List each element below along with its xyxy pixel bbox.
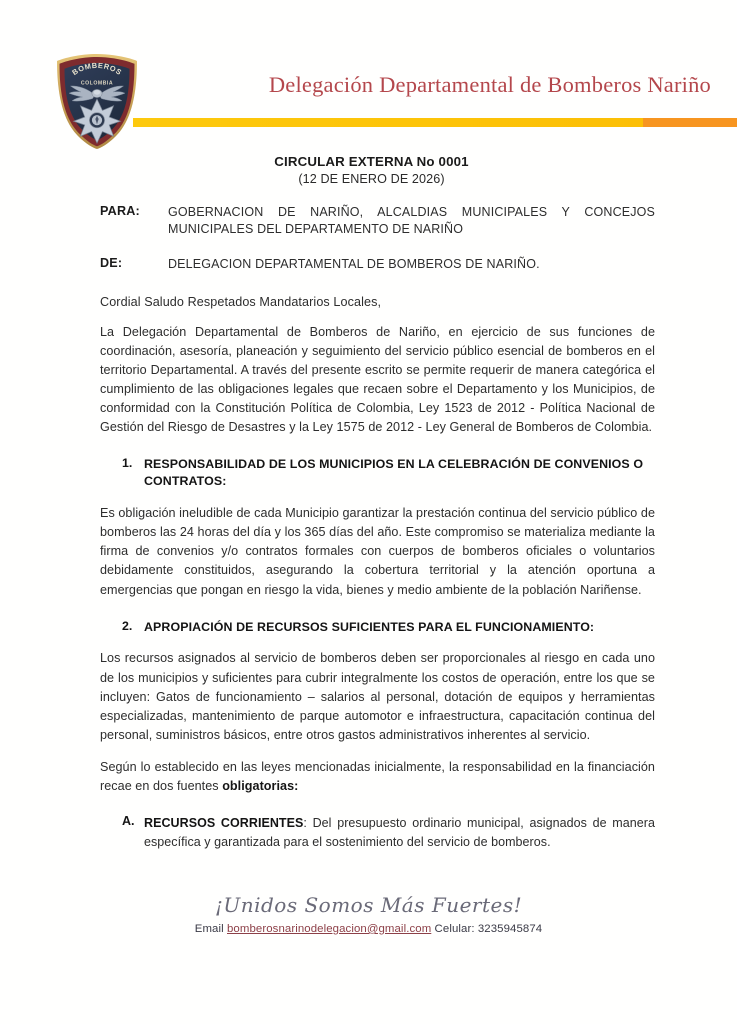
email-link[interactable]: bomberosnarinodelegacion@gmail.com — [227, 923, 432, 935]
section-2 — [100, 619, 655, 636]
section-2-marker: 2. — [122, 618, 133, 633]
letterhead-header — [0, 0, 737, 134]
recipient-value: GOBERNACION DE NARIÑO, ALCALDIAS MUNICIPALES Y CONCEJOS MUNICIPALES DEL DEPARTAMENTO DE NARIÑO — [168, 205, 655, 236]
funding-source-a-text: : Del presupuesto ordinario municipal, asignados de manera específica y garantizada para el sostenimiento del servicio de bomberos. — [144, 816, 655, 850]
sender-row — [100, 256, 655, 273]
divider-segment-orange — [643, 118, 737, 127]
bomberos-colombia-shield-logo — [52, 52, 142, 152]
document-footer — [0, 893, 737, 935]
section-2-heading: APROPIACIÓN DE RECURSOS SUFICIENTES PARA EL FUNCIONAMIENTO: — [144, 619, 595, 634]
section-1-marker: 1. — [122, 456, 133, 471]
document-body — [0, 154, 737, 852]
sender-label: DE: — [100, 255, 123, 270]
section-1-heading: RESPONSABILIDAD DE LOS MUNICIPIOS EN LA CELEBRACIÓN DE CONVENIOS O CONTRATOS: — [144, 457, 644, 489]
email-label: Email — [194, 923, 227, 935]
recipient-label: PARA: — [100, 204, 140, 218]
circular-date: (12 DE ENERO DE 2026) — [298, 172, 445, 186]
intro-paragraph: La Delegación Departamental de Bomberos de Nariño, en ejercicio de sus funciones de coordinación, asesoría, planeación y seguimiento del servicio público esencial de bomberos en el territorio Departamental. A través del presente escrito se permite requerir de manera categórica el cumplimiento de las obligaciones legales que recaen sobre el Departamento y los Municipios, de conformidad con la Constitución Política de Colombia, Ley 1523 de 2012 - Política Nacional de Gestión del Riesgo de Desastres y la Ley 1575 de 2012 - Ley General de Bomberos de Colombia. — [100, 324, 655, 435]
letterhead-title: Delegación Departamental de Bomberos Nariño — [268, 72, 711, 97]
footer-slogan: ¡Unidos Somos Más Fuertes! — [214, 893, 523, 917]
funding-intro-paragraph — [100, 758, 655, 796]
footer-contact-line — [0, 923, 737, 935]
funding-source-a-marker: A. — [122, 814, 135, 829]
circular-title: CIRCULAR EXTERNA No 0001 — [274, 154, 469, 169]
funding-intro-strong: obligatorias: — [222, 779, 299, 794]
funding-intro-text: Según lo establecido en las leyes mencionadas inicialmente, la responsabilidad en la financiación recae en dos fuentes — [100, 760, 655, 794]
section-1 — [100, 456, 655, 489]
funding-source-a-title: RECURSOS CORRIENTES — [144, 816, 304, 831]
svg-text:COLOMBIA: COLOMBIA — [80, 80, 114, 87]
section-2-body: Los recursos asignados al servicio de bomberos deben ser proporcionales al riesgo en cada uno de los municipios y suficientes para cubrir integralmente los costos de operación, entre los que se incluyen: Gatos de funcionamiento – salarios al personal, dotación de equipos y herramientas especializadas, mantenimiento de parque automotor e infraestructura, capacitación continua del personal, suministros básicos, entre otros gastos administrativos inherentes al servicio. — [100, 651, 655, 742]
divider-segment-gold — [133, 118, 643, 127]
salutation: Cordial Saludo Respetados Mandatarios Locales, — [100, 294, 382, 309]
funding-source-a-content — [144, 814, 655, 852]
section-1-body: Es obligación ineludible de cada Municipio garantizar la prestación continua del servicio público de bomberos las 24 horas del día y los 365 días del año. Este compromiso se materializa mediante la firma de convenios y/o contratos formales con cuerpos de bomberos oficiales o voluntarios debidamente constituidos, asegurando la cobertura territorial y la atención oportuna a emergencias que pongan en riesgo la vida, bienes y medio ambiente de la población Nariñense. — [100, 505, 655, 597]
phone-text: Celular: 3235945874 — [431, 923, 543, 935]
funding-source-a — [100, 814, 655, 852]
header-divider-bar — [133, 118, 737, 127]
svg-text:BOMBEROS: BOMBEROS — [70, 60, 124, 78]
sender-value: DELEGACION DEPARTAMENTAL DE BOMBEROS DE NARIÑO. — [168, 256, 540, 271]
recipient-row — [100, 204, 655, 238]
